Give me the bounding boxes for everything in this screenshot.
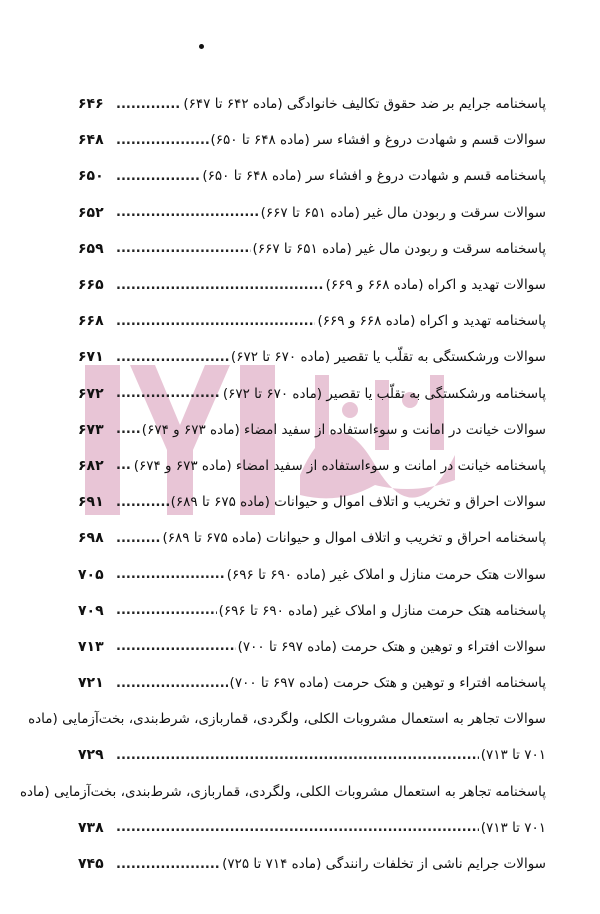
- toc-page-number: ۶۷۱: [78, 349, 104, 366]
- toc-entry-title: پاسخنامه جرایم بر ضد حقوق تکالیف خانوادگی (ماده ۶۴۲ تا ۶۴۷): [183, 96, 546, 113]
- toc-page-number: ۶۴۸: [78, 132, 104, 149]
- toc-row: [78, 520, 546, 556]
- toc-entry-title: سوالات افتراء و توهین و هتک حرمت (ماده ۶۹۷ تا ۷۰۰): [237, 638, 546, 655]
- toc-leader-dots: [116, 458, 132, 473]
- toc-row: [78, 629, 546, 665]
- toc-leader-dots: [116, 350, 229, 365]
- toc-leader-dots: [116, 820, 479, 835]
- toc-page-number: ۷۴۵: [78, 856, 104, 873]
- toc-leader-dots: [116, 205, 259, 220]
- toc-row: [78, 86, 546, 122]
- toc-entry-title: پاسخنامه تجاهر به استعمال مشروبات الکلی، ولگردی، قماربازی، شرط‌بندی، بخت‌آزمایی (ماده: [19, 783, 546, 800]
- toc-page-number: ۶۶۸: [78, 313, 104, 330]
- toc-row: [78, 122, 546, 158]
- toc-entry-title: سوالات سرقت و ربودن مال غیر (ماده ۶۵۱ تا ۶۶۷): [260, 204, 546, 221]
- toc-row: [78, 158, 546, 194]
- toc-entry-title: سوالات احراق و تخریب و اتلاف اموال و حیوانات (ماده ۶۷۵ تا ۶۸۹): [170, 494, 546, 511]
- toc-entry-title: سوالات جرایم ناشی از تخلفات رانندگی (ماده ۷۱۴ تا ۷۲۵): [222, 856, 546, 873]
- toc-leader-dots: [116, 169, 200, 184]
- toc-entry-title: پاسخنامه افتراء و توهین و هتک حرمت (ماده ۶۹۷ تا ۷۰۰): [229, 675, 546, 692]
- toc-row: [78, 231, 546, 267]
- toc-leader-dots: [116, 567, 225, 582]
- toc-row: [78, 737, 546, 773]
- toc-page-number: ۶۵۲: [78, 204, 104, 221]
- toc-entry-title: پاسخنامه خیانت در امانت و سوءاستفاده از سفید امضاء (ماده ۶۷۳ و ۶۷۴): [133, 457, 546, 474]
- toc-entry-title: پاسخنامه احراق و تخریب و اتلاف اموال و حیوانات (ماده ۶۷۵ تا ۶۸۹): [162, 530, 546, 547]
- toc-row: [78, 448, 546, 484]
- toc-leader-dots: [116, 495, 169, 510]
- toc-row: [78, 810, 546, 846]
- toc-entry-title: سوالات تجاهر به استعمال مشروبات الکلی، ولگردی، قماربازی، شرط‌بندی، بخت‌آزمایی (ماده: [28, 711, 546, 728]
- toc-page-number: ۷۱۳: [78, 638, 104, 655]
- toc-row: [78, 593, 546, 629]
- toc-entry-title: سوالات ورشکستگی به تقلّب یا تقصیر (ماده ۶۷۰ تا ۶۷۲): [230, 349, 546, 366]
- toc-page-number: ۶۹۸: [78, 530, 104, 547]
- toc-row: [78, 195, 546, 231]
- toc-row: [28, 701, 546, 737]
- toc-leader-dots: [116, 748, 479, 763]
- toc-leader-dots: [116, 603, 217, 618]
- toc-entry-title: سوالات هتک حرمت منازل و املاک غیر (ماده ۶۹۰ تا ۶۹۶): [226, 566, 546, 583]
- toc-entry-title: ۷۰۱ تا ۷۱۳): [480, 819, 546, 836]
- toc-page-number: ۷۰۹: [78, 602, 104, 619]
- toc-page-number: ۶۷۳: [78, 421, 104, 438]
- toc-entry-title: پاسخنامه تهدید و اکراه (ماده ۶۶۸ و ۶۶۹): [317, 313, 546, 330]
- toc-row: [78, 376, 546, 412]
- toc-leader-dots: [116, 422, 140, 437]
- toc-leader-dots: [116, 857, 220, 872]
- toc-page-number: ۶۵۹: [78, 240, 104, 257]
- toc-leader-dots: [116, 133, 209, 148]
- toc-leader-dots: [116, 639, 236, 654]
- table-of-contents: [19, 86, 546, 882]
- toc-leader-dots: [116, 314, 315, 329]
- toc-page-number: ۶۵۰: [78, 168, 104, 185]
- toc-entry-title: پاسخنامه قسم و شهادت دروغ و افشاء سر (ماده ۶۴۸ تا ۶۵۰): [202, 168, 546, 185]
- toc-entry-title: پاسخنامه هتک حرمت منازل و املاک غیر (ماده ۶۹۰ تا ۶۹۶): [218, 602, 546, 619]
- toc-row: [78, 412, 546, 448]
- toc-page-number: ۶۴۶: [78, 96, 104, 113]
- toc-leader-dots: [116, 386, 221, 401]
- toc-entry-title: سوالات تهدید و اکراه (ماده ۶۶۸ و ۶۶۹): [325, 277, 546, 294]
- toc-row: [78, 665, 546, 701]
- toc-page-number: ۷۰۵: [78, 566, 104, 583]
- toc-page-number: ۷۲۹: [78, 747, 104, 764]
- toc-leader-dots: [116, 97, 181, 112]
- toc-row: [78, 267, 546, 303]
- toc-entry-title: سوالات خیانت در امانت و سوءاستفاده از سفید امضاء (ماده ۶۷۳ و ۶۷۴): [141, 421, 546, 438]
- toc-row: [78, 846, 546, 882]
- toc-page-number: ۷۳۸: [78, 819, 104, 836]
- toc-row: [78, 339, 546, 375]
- toc-page-number: ۶۷۲: [78, 385, 104, 402]
- toc-leader-dots: [116, 531, 161, 546]
- page-dot-mark: [199, 44, 204, 49]
- toc-page-number: ۷۲۱: [78, 675, 104, 692]
- toc-page-number: ۶۸۲: [78, 457, 104, 474]
- toc-entry-title: پاسخنامه سرقت و ربودن مال غیر (ماده ۶۵۱ تا ۶۶۷): [252, 240, 546, 257]
- toc-entry-title: پاسخنامه ورشکستگی به تقلّب یا تقصیر (ماده ۶۷۰ تا ۶۷۲): [222, 385, 546, 402]
- toc-row: [78, 556, 546, 592]
- toc-page-number: ۶۹۱: [78, 494, 104, 511]
- toc-row: [19, 774, 546, 810]
- toc-row: [78, 303, 546, 339]
- toc-leader-dots: [116, 676, 228, 691]
- toc-entry-title: سوالات قسم و شهادت دروغ و افشاء سر (ماده ۶۴۸ تا ۶۵۰): [210, 132, 546, 149]
- toc-leader-dots: [116, 241, 251, 256]
- toc-page-number: ۶۶۵: [78, 277, 104, 294]
- toc-row: [78, 484, 546, 520]
- toc-leader-dots: [116, 278, 324, 293]
- toc-entry-title: ۷۰۱ تا ۷۱۳): [480, 747, 546, 764]
